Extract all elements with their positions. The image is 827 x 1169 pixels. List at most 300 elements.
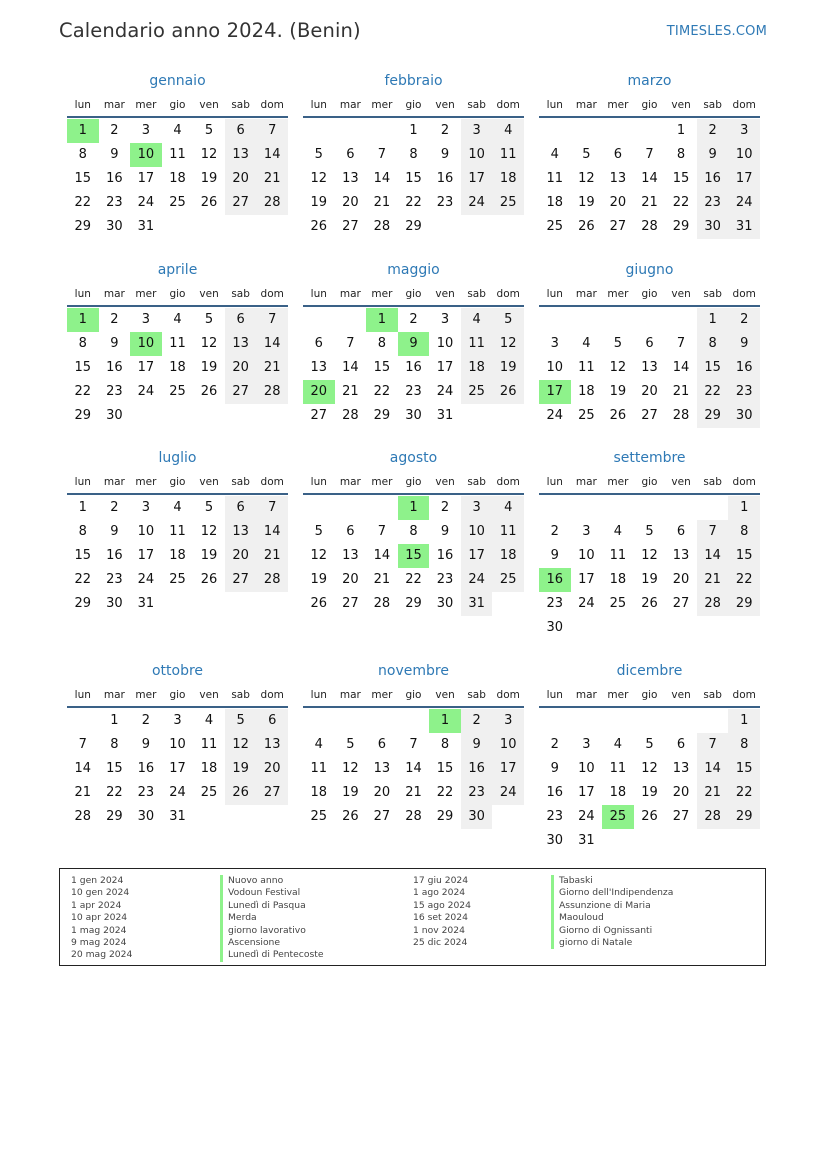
weekend-day-cell[interactable]: 1: [728, 496, 760, 520]
day-cell[interactable]: 9: [440, 147, 450, 162]
weekend-day-cell[interactable]: 6: [256, 709, 288, 733]
weekend-day-cell[interactable]: 20: [225, 167, 257, 191]
day-cell[interactable]: 20: [641, 384, 658, 399]
day-cell[interactable]: 21: [373, 572, 391, 587]
weekend-day-cell[interactable]: 21: [697, 781, 729, 805]
weekend-day-cell[interactable]: 20: [225, 544, 257, 568]
day-cell[interactable]: 4: [582, 336, 591, 351]
day-cell[interactable]: 26: [578, 219, 595, 234]
day-cell[interactable]: 8: [676, 147, 686, 162]
day-cell[interactable]: 1: [78, 500, 87, 515]
weekend-day-cell[interactable]: 19: [492, 356, 524, 380]
day-cell[interactable]: 19: [200, 548, 218, 563]
day-cell[interactable]: 22: [74, 384, 92, 399]
day-cell[interactable]: 26: [609, 408, 627, 423]
holiday-day-cell[interactable]: 1: [429, 709, 461, 733]
weekend-day-cell[interactable]: 16: [697, 167, 729, 191]
day-cell[interactable]: 5: [204, 123, 214, 138]
day-cell[interactable]: 25: [310, 809, 328, 824]
day-cell[interactable]: 14: [405, 761, 422, 776]
weekend-day-cell[interactable]: 18: [461, 356, 493, 380]
day-cell[interactable]: 23: [546, 809, 564, 824]
day-cell[interactable]: 18: [609, 785, 627, 800]
day-cell[interactable]: 26: [200, 384, 218, 399]
holiday-day-cell[interactable]: 10: [130, 143, 162, 167]
day-cell[interactable]: 26: [310, 219, 328, 234]
day-cell[interactable]: 28: [405, 809, 422, 824]
day-cell[interactable]: 6: [346, 147, 355, 162]
day-cell[interactable]: 9: [110, 147, 119, 162]
holiday-day-cell[interactable]: 1: [398, 496, 430, 520]
day-cell[interactable]: 2: [409, 312, 418, 327]
day-cell[interactable]: 8: [78, 336, 87, 351]
day-cell[interactable]: 27: [672, 596, 690, 611]
day-cell[interactable]: 8: [78, 524, 87, 539]
day-cell[interactable]: 31: [169, 809, 186, 824]
weekend-day-cell[interactable]: 21: [256, 356, 288, 380]
day-cell[interactable]: 29: [74, 219, 92, 234]
day-cell[interactable]: 17: [436, 360, 454, 375]
day-cell[interactable]: 4: [613, 524, 623, 539]
day-cell[interactable]: 26: [641, 596, 658, 611]
day-cell[interactable]: 19: [310, 195, 328, 210]
weekend-day-cell[interactable]: 3: [461, 496, 493, 520]
day-cell[interactable]: 20: [342, 195, 359, 210]
day-cell[interactable]: 8: [377, 336, 387, 351]
weekend-day-cell[interactable]: 5: [225, 709, 257, 733]
day-cell[interactable]: 2: [440, 500, 450, 515]
day-cell[interactable]: 11: [609, 548, 627, 563]
weekend-day-cell[interactable]: 17: [461, 544, 493, 568]
brand-link[interactable]: TIMESLES.COM: [666, 24, 767, 39]
weekend-day-cell[interactable]: 28: [697, 805, 729, 829]
day-cell[interactable]: 3: [550, 336, 559, 351]
day-cell[interactable]: 2: [550, 737, 559, 752]
day-cell[interactable]: 5: [645, 737, 654, 752]
day-cell[interactable]: 16: [106, 171, 123, 186]
holiday-day-cell[interactable]: 9: [398, 332, 430, 356]
day-cell[interactable]: 26: [200, 195, 218, 210]
day-cell[interactable]: 7: [346, 336, 355, 351]
day-cell[interactable]: 6: [645, 336, 654, 351]
day-cell[interactable]: 12: [609, 360, 627, 375]
day-cell[interactable]: 30: [546, 620, 564, 635]
day-cell[interactable]: 19: [342, 785, 359, 800]
weekend-day-cell[interactable]: 2: [697, 119, 729, 143]
day-cell[interactable]: 3: [582, 737, 591, 752]
holiday-day-cell[interactable]: 17: [539, 380, 571, 404]
day-cell[interactable]: 19: [641, 785, 658, 800]
day-cell[interactable]: 23: [137, 785, 155, 800]
day-cell[interactable]: 19: [310, 572, 328, 587]
day-cell[interactable]: 8: [440, 737, 450, 752]
weekend-day-cell[interactable]: 12: [492, 332, 524, 356]
holiday-day-cell[interactable]: 16: [539, 568, 571, 592]
day-cell[interactable]: 4: [204, 713, 214, 728]
day-cell[interactable]: 5: [346, 737, 355, 752]
day-cell[interactable]: 14: [641, 171, 658, 186]
weekend-day-cell[interactable]: 17: [492, 757, 524, 781]
day-cell[interactable]: 2: [110, 123, 119, 138]
day-cell[interactable]: 23: [106, 572, 123, 587]
day-cell[interactable]: 21: [342, 384, 359, 399]
weekend-day-cell[interactable]: 1: [728, 709, 760, 733]
day-cell[interactable]: 27: [310, 408, 328, 423]
day-cell[interactable]: 11: [169, 524, 186, 539]
day-cell[interactable]: 6: [676, 524, 686, 539]
weekend-day-cell[interactable]: 22: [728, 568, 760, 592]
day-cell[interactable]: 18: [310, 785, 328, 800]
day-cell[interactable]: 14: [74, 761, 92, 776]
day-cell[interactable]: 20: [672, 785, 690, 800]
day-cell[interactable]: 1: [409, 123, 418, 138]
weekend-day-cell[interactable]: 31: [728, 215, 760, 239]
day-cell[interactable]: 5: [204, 312, 214, 327]
day-cell[interactable]: 2: [110, 312, 119, 327]
day-cell[interactable]: 15: [672, 171, 690, 186]
day-cell[interactable]: 23: [106, 384, 123, 399]
day-cell[interactable]: 28: [641, 219, 658, 234]
weekend-day-cell[interactable]: 15: [697, 356, 729, 380]
weekend-day-cell[interactable]: 23: [728, 380, 760, 404]
day-cell[interactable]: 14: [373, 171, 391, 186]
day-cell[interactable]: 26: [310, 596, 328, 611]
day-cell[interactable]: 27: [641, 408, 658, 423]
day-cell[interactable]: 29: [405, 219, 422, 234]
day-cell[interactable]: 17: [137, 548, 155, 563]
day-cell[interactable]: 31: [578, 833, 595, 848]
day-cell[interactable]: 8: [409, 524, 418, 539]
day-cell[interactable]: 28: [342, 408, 359, 423]
day-cell[interactable]: 13: [342, 171, 359, 186]
day-cell[interactable]: 4: [173, 500, 182, 515]
day-cell[interactable]: 16: [137, 761, 155, 776]
weekend-day-cell[interactable]: 10: [728, 143, 760, 167]
weekend-day-cell[interactable]: 17: [461, 167, 493, 191]
weekend-day-cell[interactable]: 13: [225, 143, 257, 167]
weekend-day-cell[interactable]: 31: [461, 592, 493, 616]
weekend-day-cell[interactable]: 6: [225, 119, 257, 143]
day-cell[interactable]: 8: [409, 147, 418, 162]
weekend-day-cell[interactable]: 8: [728, 733, 760, 757]
day-cell[interactable]: 13: [342, 548, 359, 563]
day-cell[interactable]: 9: [110, 524, 119, 539]
weekend-day-cell[interactable]: 1: [697, 308, 729, 332]
weekend-day-cell[interactable]: 9: [697, 143, 729, 167]
day-cell[interactable]: 17: [578, 785, 595, 800]
day-cell[interactable]: 25: [546, 219, 564, 234]
day-cell[interactable]: 3: [173, 713, 182, 728]
day-cell[interactable]: 24: [137, 572, 155, 587]
day-cell[interactable]: 7: [78, 737, 87, 752]
day-cell[interactable]: 22: [373, 384, 391, 399]
weekend-day-cell[interactable]: 24: [728, 191, 760, 215]
weekend-day-cell[interactable]: 24: [461, 191, 493, 215]
day-cell[interactable]: 29: [74, 408, 92, 423]
weekend-day-cell[interactable]: 28: [256, 380, 288, 404]
weekend-day-cell[interactable]: 23: [461, 781, 493, 805]
weekend-day-cell[interactable]: 14: [256, 143, 288, 167]
weekend-day-cell[interactable]: 28: [697, 592, 729, 616]
day-cell[interactable]: 2: [141, 713, 151, 728]
day-cell[interactable]: 2: [550, 524, 559, 539]
day-cell[interactable]: 30: [405, 408, 422, 423]
day-cell[interactable]: 17: [137, 360, 155, 375]
day-cell[interactable]: 25: [200, 785, 218, 800]
day-cell[interactable]: 6: [346, 524, 355, 539]
weekend-day-cell[interactable]: 19: [225, 757, 257, 781]
day-cell[interactable]: 28: [373, 219, 391, 234]
weekend-day-cell[interactable]: 27: [225, 568, 257, 592]
weekend-day-cell[interactable]: 8: [697, 332, 729, 356]
day-cell[interactable]: 30: [546, 833, 564, 848]
day-cell[interactable]: 10: [436, 336, 454, 351]
day-cell[interactable]: 5: [613, 336, 623, 351]
day-cell[interactable]: 22: [74, 572, 92, 587]
weekend-day-cell[interactable]: 13: [256, 733, 288, 757]
day-cell[interactable]: 3: [582, 524, 591, 539]
weekend-day-cell[interactable]: 2: [728, 308, 760, 332]
weekend-day-cell[interactable]: 9: [728, 332, 760, 356]
weekend-day-cell[interactable]: 20: [256, 757, 288, 781]
day-cell[interactable]: 7: [676, 336, 686, 351]
weekend-day-cell[interactable]: 27: [225, 380, 257, 404]
day-cell[interactable]: 30: [137, 809, 155, 824]
weekend-day-cell[interactable]: 24: [492, 781, 524, 805]
weekend-day-cell[interactable]: 4: [461, 308, 493, 332]
weekend-day-cell[interactable]: 30: [461, 805, 493, 829]
day-cell[interactable]: 1: [110, 713, 119, 728]
day-cell[interactable]: 22: [74, 195, 92, 210]
day-cell[interactable]: 12: [200, 147, 218, 162]
day-cell[interactable]: 18: [169, 548, 186, 563]
weekend-day-cell[interactable]: 29: [728, 592, 760, 616]
day-cell[interactable]: 23: [106, 195, 123, 210]
day-cell[interactable]: 11: [609, 761, 627, 776]
weekend-day-cell[interactable]: 17: [728, 167, 760, 191]
day-cell[interactable]: 31: [137, 596, 155, 611]
day-cell[interactable]: 15: [106, 761, 123, 776]
day-cell[interactable]: 27: [373, 809, 391, 824]
weekend-day-cell[interactable]: 10: [492, 733, 524, 757]
holiday-day-cell[interactable]: 10: [130, 332, 162, 356]
day-cell[interactable]: 16: [405, 360, 422, 375]
day-cell[interactable]: 5: [204, 500, 214, 515]
day-cell[interactable]: 27: [609, 219, 627, 234]
holiday-day-cell[interactable]: 1: [366, 308, 398, 332]
day-cell[interactable]: 19: [609, 384, 627, 399]
weekend-day-cell[interactable]: 28: [256, 568, 288, 592]
day-cell[interactable]: 5: [314, 524, 323, 539]
weekend-day-cell[interactable]: 11: [492, 143, 524, 167]
day-cell[interactable]: 7: [377, 147, 387, 162]
day-cell[interactable]: 5: [645, 524, 654, 539]
day-cell[interactable]: 26: [200, 572, 218, 587]
weekend-day-cell[interactable]: 6: [225, 308, 257, 332]
day-cell[interactable]: 24: [578, 596, 595, 611]
weekend-day-cell[interactable]: 29: [728, 805, 760, 829]
day-cell[interactable]: 18: [169, 360, 186, 375]
weekend-day-cell[interactable]: 4: [492, 496, 524, 520]
day-cell[interactable]: 30: [436, 596, 454, 611]
weekend-day-cell[interactable]: 6: [225, 496, 257, 520]
weekend-day-cell[interactable]: 21: [256, 544, 288, 568]
day-cell[interactable]: 29: [405, 596, 422, 611]
day-cell[interactable]: 22: [405, 572, 422, 587]
weekend-day-cell[interactable]: 16: [728, 356, 760, 380]
weekend-day-cell[interactable]: 13: [225, 332, 257, 356]
day-cell[interactable]: 6: [377, 737, 387, 752]
day-cell[interactable]: 9: [550, 761, 559, 776]
weekend-day-cell[interactable]: 25: [492, 568, 524, 592]
day-cell[interactable]: 2: [110, 500, 119, 515]
day-cell[interactable]: 14: [373, 548, 391, 563]
day-cell[interactable]: 15: [74, 548, 92, 563]
day-cell[interactable]: 9: [550, 548, 559, 563]
day-cell[interactable]: 5: [314, 147, 323, 162]
day-cell[interactable]: 30: [106, 596, 123, 611]
weekend-day-cell[interactable]: 25: [492, 191, 524, 215]
weekend-day-cell[interactable]: 28: [256, 191, 288, 215]
day-cell[interactable]: 15: [74, 360, 92, 375]
weekend-day-cell[interactable]: 22: [697, 380, 729, 404]
weekend-day-cell[interactable]: 7: [697, 520, 729, 544]
day-cell[interactable]: 23: [436, 195, 454, 210]
day-cell[interactable]: 8: [110, 737, 119, 752]
day-cell[interactable]: 27: [342, 596, 359, 611]
weekend-day-cell[interactable]: 11: [492, 520, 524, 544]
weekend-day-cell[interactable]: 3: [461, 119, 493, 143]
day-cell[interactable]: 5: [582, 147, 591, 162]
day-cell[interactable]: 31: [137, 219, 155, 234]
day-cell[interactable]: 4: [173, 123, 182, 138]
day-cell[interactable]: 12: [641, 548, 658, 563]
weekend-day-cell[interactable]: 16: [461, 757, 493, 781]
weekend-day-cell[interactable]: 10: [461, 143, 493, 167]
day-cell[interactable]: 18: [609, 572, 627, 587]
weekend-day-cell[interactable]: 29: [697, 404, 729, 428]
weekend-day-cell[interactable]: 10: [461, 520, 493, 544]
weekend-day-cell[interactable]: 7: [697, 733, 729, 757]
day-cell[interactable]: 11: [578, 360, 595, 375]
day-cell[interactable]: 23: [436, 572, 454, 587]
day-cell[interactable]: 4: [173, 312, 182, 327]
day-cell[interactable]: 17: [578, 572, 595, 587]
day-cell[interactable]: 13: [672, 548, 690, 563]
day-cell[interactable]: 4: [314, 737, 323, 752]
weekend-day-cell[interactable]: 7: [256, 496, 288, 520]
day-cell[interactable]: 7: [645, 147, 654, 162]
weekend-day-cell[interactable]: 13: [225, 520, 257, 544]
day-cell[interactable]: 29: [106, 809, 123, 824]
day-cell[interactable]: 14: [342, 360, 359, 375]
weekend-day-cell[interactable]: 30: [728, 404, 760, 428]
day-cell[interactable]: 7: [377, 524, 387, 539]
day-cell[interactable]: 9: [440, 524, 450, 539]
day-cell[interactable]: 20: [342, 572, 359, 587]
day-cell[interactable]: 30: [106, 408, 123, 423]
weekend-day-cell[interactable]: 14: [256, 520, 288, 544]
day-cell[interactable]: 16: [106, 360, 123, 375]
day-cell[interactable]: 11: [200, 737, 218, 752]
day-cell[interactable]: 29: [74, 596, 92, 611]
day-cell[interactable]: 15: [373, 360, 391, 375]
holiday-day-cell[interactable]: 1: [67, 308, 99, 332]
weekend-day-cell[interactable]: 18: [492, 544, 524, 568]
day-cell[interactable]: 22: [405, 195, 422, 210]
day-cell[interactable]: 12: [641, 761, 658, 776]
day-cell[interactable]: 17: [137, 171, 155, 186]
day-cell[interactable]: 24: [578, 809, 595, 824]
day-cell[interactable]: 23: [405, 384, 422, 399]
day-cell[interactable]: 10: [578, 761, 595, 776]
day-cell[interactable]: 8: [78, 147, 87, 162]
day-cell[interactable]: 18: [169, 171, 186, 186]
day-cell[interactable]: 25: [609, 596, 627, 611]
day-cell[interactable]: 25: [169, 195, 186, 210]
weekend-day-cell[interactable]: 7: [256, 119, 288, 143]
day-cell[interactable]: 24: [137, 384, 155, 399]
weekend-day-cell[interactable]: 3: [492, 709, 524, 733]
day-cell[interactable]: 11: [169, 147, 186, 162]
day-cell[interactable]: 28: [672, 408, 690, 423]
day-cell[interactable]: 21: [672, 384, 690, 399]
day-cell[interactable]: 12: [342, 761, 359, 776]
weekend-day-cell[interactable]: 4: [492, 119, 524, 143]
weekend-day-cell[interactable]: 18: [492, 167, 524, 191]
day-cell[interactable]: 13: [641, 360, 658, 375]
day-cell[interactable]: 26: [641, 809, 658, 824]
day-cell[interactable]: 29: [373, 408, 391, 423]
day-cell[interactable]: 3: [141, 312, 151, 327]
weekend-day-cell[interactable]: 2: [461, 709, 493, 733]
weekend-day-cell[interactable]: 15: [728, 544, 760, 568]
day-cell[interactable]: 18: [546, 195, 564, 210]
weekend-day-cell[interactable]: 3: [728, 119, 760, 143]
day-cell[interactable]: 27: [672, 809, 690, 824]
day-cell[interactable]: 13: [609, 171, 627, 186]
day-cell[interactable]: 19: [578, 195, 595, 210]
day-cell[interactable]: 31: [436, 408, 454, 423]
day-cell[interactable]: 28: [373, 596, 391, 611]
day-cell[interactable]: 12: [578, 171, 595, 186]
day-cell[interactable]: 29: [436, 809, 454, 824]
day-cell[interactable]: 22: [672, 195, 690, 210]
day-cell[interactable]: 15: [405, 171, 422, 186]
day-cell[interactable]: 21: [641, 195, 658, 210]
day-cell[interactable]: 25: [578, 408, 595, 423]
day-cell[interactable]: 12: [200, 336, 218, 351]
day-cell[interactable]: 20: [373, 785, 391, 800]
day-cell[interactable]: 10: [546, 360, 564, 375]
day-cell[interactable]: 16: [436, 171, 454, 186]
day-cell[interactable]: 3: [141, 123, 151, 138]
day-cell[interactable]: 11: [310, 761, 328, 776]
day-cell[interactable]: 29: [672, 219, 690, 234]
weekend-day-cell[interactable]: 15: [728, 757, 760, 781]
day-cell[interactable]: 19: [200, 171, 218, 186]
weekend-day-cell[interactable]: 20: [225, 356, 257, 380]
day-cell[interactable]: 11: [169, 336, 186, 351]
weekend-day-cell[interactable]: 8: [728, 520, 760, 544]
day-cell[interactable]: 24: [169, 785, 186, 800]
day-cell[interactable]: 6: [613, 147, 623, 162]
day-cell[interactable]: 15: [436, 761, 454, 776]
day-cell[interactable]: 10: [169, 737, 186, 752]
weekend-day-cell[interactable]: 26: [492, 380, 524, 404]
day-cell[interactable]: 22: [436, 785, 454, 800]
day-cell[interactable]: 9: [110, 336, 119, 351]
